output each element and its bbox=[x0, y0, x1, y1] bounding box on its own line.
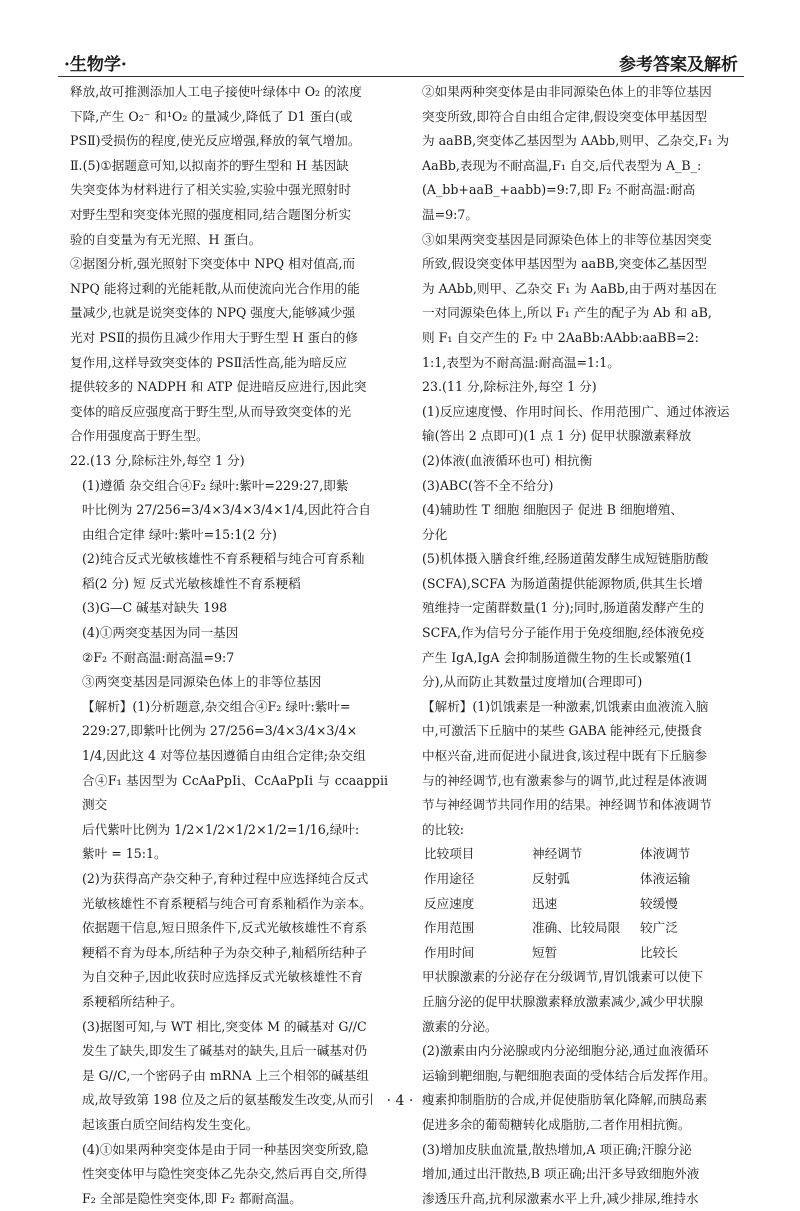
text-line: 为 AAbb,则甲、乙杂交 F₁ 为 AaBb,由于两对基因在 bbox=[422, 280, 717, 296]
text-line: PSⅡ)受损伤的程度,使光反应增强,释放的氧气增加。 bbox=[70, 133, 361, 149]
section-title: 参考答案及解析 bbox=[619, 55, 738, 75]
text-line: ②据图分析,强光照射下突变体中 NPQ 相对值高,而 bbox=[70, 256, 356, 272]
answer-line: SCFA,作为信号分子能作用于免疫细胞,经体液免疫 bbox=[422, 625, 705, 641]
text-line: 为 aaBB,突变体乙基因型为 AAbb,则甲、乙杂交,F₁ 为 bbox=[422, 133, 730, 149]
analysis-line: 运输到靶细胞,与靶细胞表面的受体结合后发挥作用。 bbox=[422, 1067, 716, 1083]
table-row bbox=[424, 916, 724, 941]
table-cell: 较缓慢 bbox=[640, 895, 678, 911]
text-line: 提供较多的 NADPH 和 ATP 促进暗反应进行,因此突 bbox=[70, 379, 367, 395]
text-line: NPQ 能将过剩的光能耗散,从而使流向光合作用的能 bbox=[70, 280, 360, 296]
table-cell: 反应速度 bbox=[424, 895, 475, 911]
text-line: 所致,假设突变体甲基因型为 aaBB,突变体乙基因型 bbox=[422, 256, 707, 272]
text-line: ③如果两突变基因是同源染色体上的非等位基因突变 bbox=[422, 231, 712, 247]
answer-line: (3)ABC(答不全不给分) bbox=[422, 477, 554, 493]
table-cell: 作用范围 bbox=[424, 920, 475, 936]
text-line: 释放,故可推测添加人工电子接使叶绿体中 O₂ 的浓度 bbox=[70, 84, 362, 99]
text-line: 量减少,也就是说突变体的 NPQ 强度大,能够减少强 bbox=[70, 305, 356, 321]
analysis-line: 发生了缺失,即发生了碱基对的缺失,且后一碱基对仍 bbox=[82, 1043, 368, 1059]
analysis-line: (3)据图可知,与 WT 相比,突变体 M 的碱基对 G//C bbox=[82, 1018, 367, 1034]
text-line: 则 F₁ 自交产生的 F₂ 中 2AaBb:AAbb:aaBB=2: bbox=[422, 329, 699, 345]
analysis-line: 渗透压升高,抗利尿激素水平上升,减少排尿,维持水 bbox=[422, 1190, 699, 1206]
answer-line: 输(答出 2 点即可)(1 点 1 分) 促甲状腺激素释放 bbox=[422, 428, 692, 444]
table-cell: 作用途径 bbox=[424, 871, 475, 886]
answer-line: 分),从而防止其数量过度增加(合理即可) bbox=[422, 674, 643, 690]
analysis-line: 丘脑分泌的促甲状腺激素释放激素减少,减少甲状腺 bbox=[422, 993, 704, 1009]
text-line: 下降,产生 O₂⁻ 和¹O₂ 的量减少,降低了 D1 蛋白(或 bbox=[70, 108, 353, 124]
table-cell: 短暂 bbox=[532, 944, 558, 960]
text-line: 1:1,表型为不耐高温:耐高温=1:1。 bbox=[422, 354, 620, 370]
analysis-line: 229:27,即紫叶比例为 27/256=3/4×3/4×3/4× bbox=[82, 723, 358, 739]
analysis-line: 节与神经调节共同作用的结果。神经调节和体液调节 bbox=[422, 797, 712, 813]
analysis-line: 促进多余的葡萄糖转化成脂肪,二者作用相抗衡。 bbox=[422, 1116, 691, 1132]
text-line: 突变所致,即符合自由组合定律,假设突变体甲基因型 bbox=[422, 108, 708, 124]
text-line: 光对 PSⅡ的损伤且减少作用大于野生型 H 蛋白的修 bbox=[70, 329, 358, 345]
table-cell: 比较项目 bbox=[424, 846, 475, 862]
analysis-line: 为自交种子,因此收获时应选择反式光敏核雄性不育 bbox=[82, 969, 364, 985]
text-line: 对野生型和突变体光照的强度相同,结合题图分析实 bbox=[70, 206, 352, 222]
question-heading: 23.(11 分,除标注外,每空 1 分) bbox=[422, 379, 597, 395]
analysis-line: 【解析】(1)饥饿素是一种激素,饥饿素由血液流入脑 bbox=[422, 698, 709, 714]
analysis-line: 合④F₁ 基因型为 CcAaPpIi、CcAaPpIi 与 ccaappii 测交 bbox=[82, 772, 388, 813]
question-heading: 22.(13 分,除标注外,每空 1 分) bbox=[70, 452, 245, 468]
text-line: 合作用强度高于野生型。 bbox=[70, 428, 209, 444]
answer-line: (2)体液(血液循环也可) 相抗衡 bbox=[422, 452, 593, 468]
table-cell: 准确、比较局限 bbox=[532, 920, 621, 936]
analysis-line: 光敏核雄性不育系粳稻与纯合可育系籼稻作为亲本。 bbox=[82, 895, 372, 911]
table-cell: 体液运输 bbox=[640, 871, 691, 886]
analysis-line: (2)激素由内分泌腺或内分泌细胞分泌,通过血液循环 bbox=[422, 1043, 709, 1059]
text-line: Ⅱ.(5)①据题意可知,以拟南芥的野生型和 H 基因缺 bbox=[70, 157, 349, 173]
answer-line: ③两突变基因是同源染色体上的非等位基因 bbox=[82, 674, 322, 690]
answer-line: (1)遵循 杂交组合④F₂ 绿叶:紫叶=229:27,即紫 bbox=[82, 477, 349, 493]
analysis-line: 增加,通过出汗散热,B 项正确;出汗多导致细胞外液 bbox=[422, 1166, 700, 1182]
analysis-line: 甲状腺激素的分泌存在分级调节,胃饥饿素可以使下 bbox=[422, 969, 704, 985]
analysis-line: 起该蛋白质空间结构发生变化。 bbox=[82, 1116, 259, 1132]
analysis-line: 与的神经调节,也有激素参与的调节,此过程是体液调 bbox=[422, 772, 708, 788]
answer-line: (SCFA),SCFA 为肠道菌提供能源物质,供其生长增 bbox=[422, 575, 703, 591]
analysis-line: 紫叶 = 15:1。 bbox=[82, 846, 167, 862]
analysis-line: 【解析】(1)分析题意,杂交组合④F₂ 绿叶:紫叶= bbox=[82, 698, 351, 714]
answer-line: 殖维持一定菌群数量(1 分);同时,肠道菌发酵产生的 bbox=[422, 600, 704, 616]
table-cell: 比较长 bbox=[640, 944, 678, 960]
analysis-line: 后代紫叶比例为 1/2×1/2×1/2×1/2=1/16,绿叶: bbox=[82, 821, 360, 837]
table-cell: 迅速 bbox=[532, 895, 558, 911]
table-row bbox=[424, 941, 724, 966]
answer-line: 产生 IgA,IgA 会抑制肠道微生物的生长或繁殖(1 bbox=[422, 649, 693, 665]
text-line: (A_bb+aaB_+aabb)=9:7,即 F₂ 不耐高温:耐高 bbox=[422, 182, 696, 198]
analysis-line: 中枢兴奋,进而促进小鼠进食,该过程中既有下丘脑参 bbox=[422, 748, 708, 764]
text-line: 复作用,这样导致突变体的 PSⅡ活性高,能为暗反应 bbox=[70, 354, 347, 370]
subject-label: ·生物学· bbox=[64, 55, 127, 75]
text-line: ②如果两种突变体是由非同源染色体上的非等位基因 bbox=[422, 84, 712, 99]
page-number: · 4 · bbox=[386, 1093, 414, 1109]
analysis-line: 粳稻不育为母本,所结种子为杂交种子,籼稻所结种子 bbox=[82, 944, 368, 960]
analysis-line: 1/4,因此这 4 对等位基因遵循自由组合定律;杂交组 bbox=[82, 748, 366, 764]
page-header bbox=[58, 48, 744, 77]
answer-line: 叶比例为 27/256=3/4×3/4×3/4×1/4,因此符合自 bbox=[82, 502, 371, 518]
answer-line: (4)①两突变基因为同一基因 bbox=[82, 625, 239, 641]
analysis-line: 系粳稻所结种子。 bbox=[82, 993, 183, 1009]
analysis-line: (3)增加皮肤血流量,散热增加,A 项正确;汗腺分泌 bbox=[422, 1141, 692, 1157]
table-row bbox=[424, 867, 724, 892]
answer-line: (1)反应速度慢、作用时间长、作用范围广、通过体液运 bbox=[422, 403, 730, 419]
text-line: 验的自变量为有无光照、H 蛋白。 bbox=[70, 231, 262, 247]
text-line: AaBb,表现为不耐高温,F₁ 自交,后代表型为 A_B_: bbox=[422, 157, 702, 173]
analysis-line: 激素的分泌。 bbox=[422, 1018, 498, 1034]
analysis-line: (4)①如果两种突变体是由于同一种基因突变所致,隐 bbox=[82, 1141, 369, 1157]
answer-line: (5)机体摄入膳食纤维,经肠道菌发酵生成短链脂肪酸 bbox=[422, 551, 709, 567]
table-cell: 作用时间 bbox=[424, 944, 475, 960]
answer-line: 由组合定律 绿叶:紫叶=15:1(2 分) bbox=[82, 526, 277, 542]
analysis-line: 依据题干信息,短日照条件下,反式光敏核雄性不育系 bbox=[82, 920, 368, 936]
analysis-line: F₂ 全部是隐性突变体,即 F₂ 都耐高温。 bbox=[82, 1190, 302, 1206]
text-line: 失突变体为材料进行了相关实验,实验中强光照射时 bbox=[70, 182, 352, 198]
table-cell: 较广泛 bbox=[640, 920, 678, 936]
table-row bbox=[424, 842, 724, 867]
analysis-line: 是 G//C,一个密码子由 mRNA 上三个相邻的碱基组 bbox=[82, 1067, 369, 1083]
text-line: 温=9:7。 bbox=[422, 206, 479, 222]
analysis-line: (2)为获得高产杂交种子,育种过程中应选择纯合反式 bbox=[82, 871, 369, 886]
right-column bbox=[422, 80, 740, 1211]
left-column bbox=[70, 80, 388, 1211]
answer-line: 稻(2 分) 短 反式光敏核雄性不育系粳稻 bbox=[82, 575, 301, 591]
text-line: 一对同源染色体上,所以 F₁ 产生的配子为 Ab 和 aB, bbox=[422, 305, 712, 321]
table-cell: 神经调节 bbox=[532, 846, 583, 862]
analysis-line: 成,故导致第 198 位及之后的氨基酸发生改变,从而引 bbox=[82, 1092, 374, 1108]
answer-line: ②F₂ 不耐高温:耐高温=9:7 bbox=[82, 649, 235, 665]
table-cell: 体液调节 bbox=[640, 846, 691, 862]
table-row bbox=[424, 892, 724, 917]
analysis-line: 中,可激活下丘脑中的某些 GABA 能神经元,使摄食 bbox=[422, 723, 703, 739]
analysis-line: 瘦素抑制脂肪的合成,并促使脂肪氧化降解,而胰岛素 bbox=[422, 1092, 708, 1108]
text-line: 变体的暗反应强度高于野生型,从而导致突变体的光 bbox=[70, 403, 352, 419]
analysis-line: 性突变体甲与隐性突变体乙先杂交,然后再自交,所得 bbox=[82, 1166, 368, 1182]
answer-line: 分化 bbox=[422, 526, 448, 542]
analysis-line: 的比较: bbox=[422, 821, 465, 837]
answer-line: (2)纯合反式光敏核雄性不育系粳稻与纯合可育系籼 bbox=[82, 551, 365, 567]
regulation-comparison-table bbox=[424, 842, 724, 965]
table-cell: 反射弧 bbox=[532, 871, 570, 886]
answer-line: (4)辅助性 T 细胞 细胞因子 促进 B 细胞增殖、 bbox=[422, 502, 684, 518]
answer-line: (3)G—C 碱基对缺失 198 bbox=[82, 600, 228, 616]
